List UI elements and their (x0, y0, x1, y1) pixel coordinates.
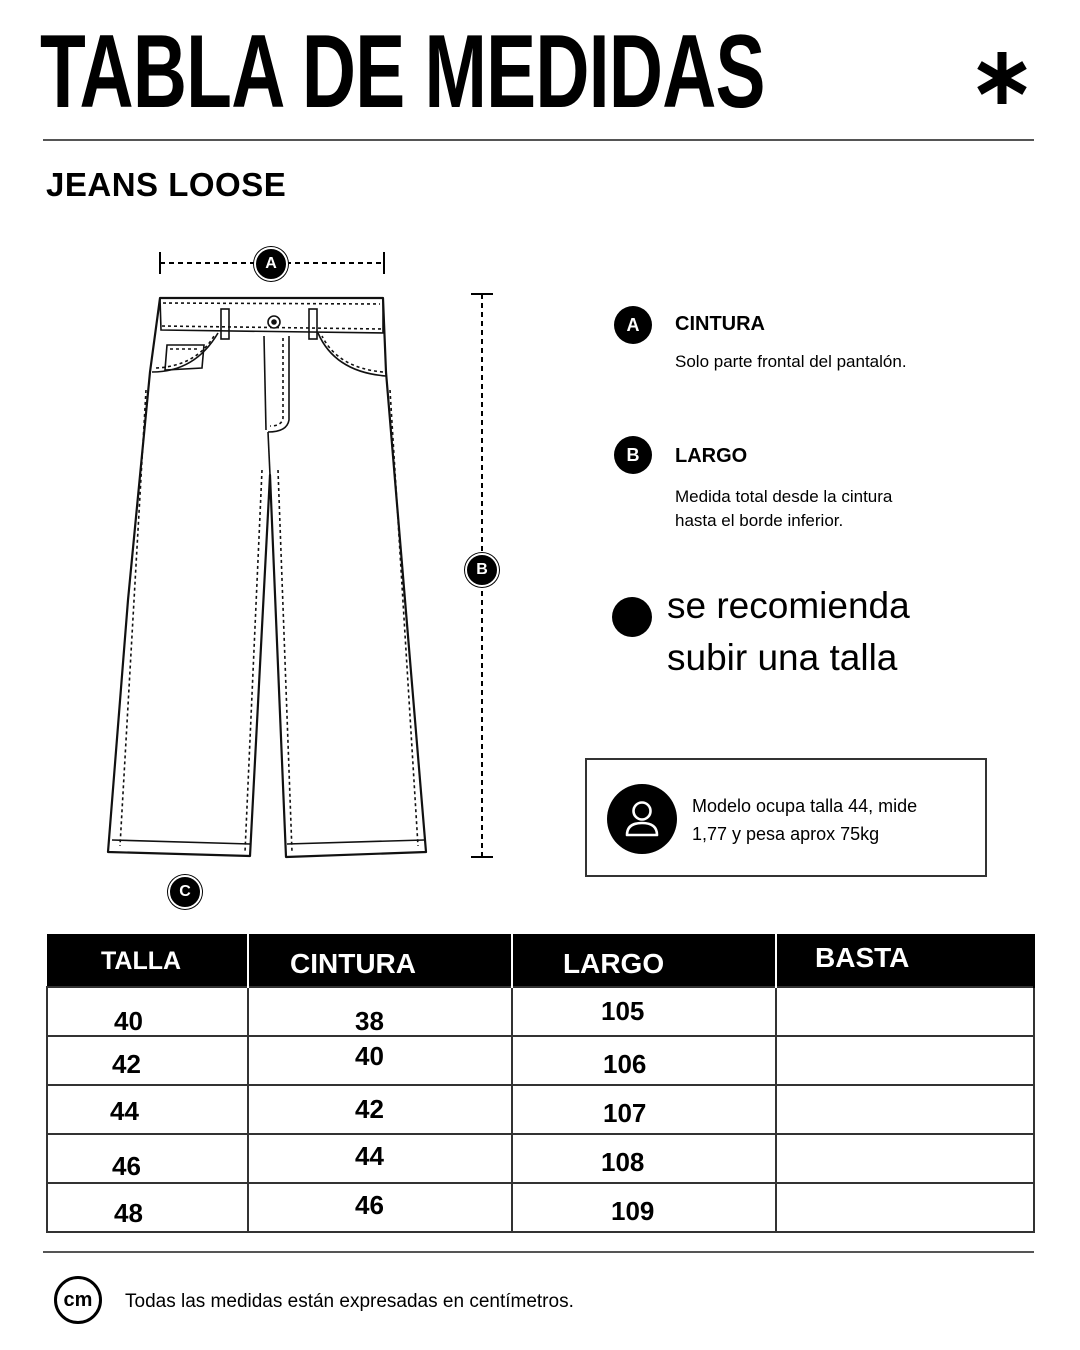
jeans-diagram (100, 240, 520, 920)
model-info-text: Modelo ocupa talla 44, mide 1,77 y pesa aprox 75kg (692, 796, 918, 844)
table-row: 40 38 105 (47, 987, 1034, 1036)
footer-divider (43, 1251, 1034, 1253)
marker-c: C (168, 875, 202, 909)
legend-label-largo: LARGO (675, 445, 748, 467)
table-row: 42 40 106 (47, 1036, 1034, 1085)
recommendation-text: se recomienda subir una talla (667, 585, 910, 678)
table-row: 48 46 109 (47, 1183, 1034, 1232)
legend-badge-b: B (614, 436, 652, 474)
header-divider (43, 139, 1034, 141)
marker-a: A (254, 247, 288, 281)
header-cintura: CINTURA (248, 934, 512, 987)
marker-b: B (465, 553, 499, 587)
recommendation-dot (612, 597, 652, 637)
size-table (46, 934, 1035, 1233)
legend-desc-largo: Medida total desde la cintura hasta el borde inferior. (675, 487, 893, 530)
jeans-outline (108, 298, 426, 857)
footer-note: Todas las medidas están expresadas en centímetros. (125, 1291, 574, 1312)
table-row: 46 44 108 (47, 1134, 1034, 1183)
header-largo: LARGO (512, 934, 776, 987)
product-name: JEANS LOOSE (46, 166, 287, 203)
table-row: 44 42 107 (47, 1085, 1034, 1134)
user-icon (607, 784, 677, 854)
legend-badge-a: A (614, 306, 652, 344)
legend-desc-cintura: Solo parte frontal del pantalón. (675, 352, 907, 371)
legend-label-cintura: CINTURA (675, 313, 765, 335)
cm-unit-icon: cm (54, 1276, 102, 1324)
asterisk-icon (972, 48, 1032, 108)
page-title: TABLA DE MEDIDAS (40, 14, 765, 130)
model-info-box (585, 758, 987, 877)
table-header-row (47, 934, 1034, 987)
header-talla: TALLA (47, 934, 248, 987)
header-basta: BASTA (776, 934, 1034, 987)
